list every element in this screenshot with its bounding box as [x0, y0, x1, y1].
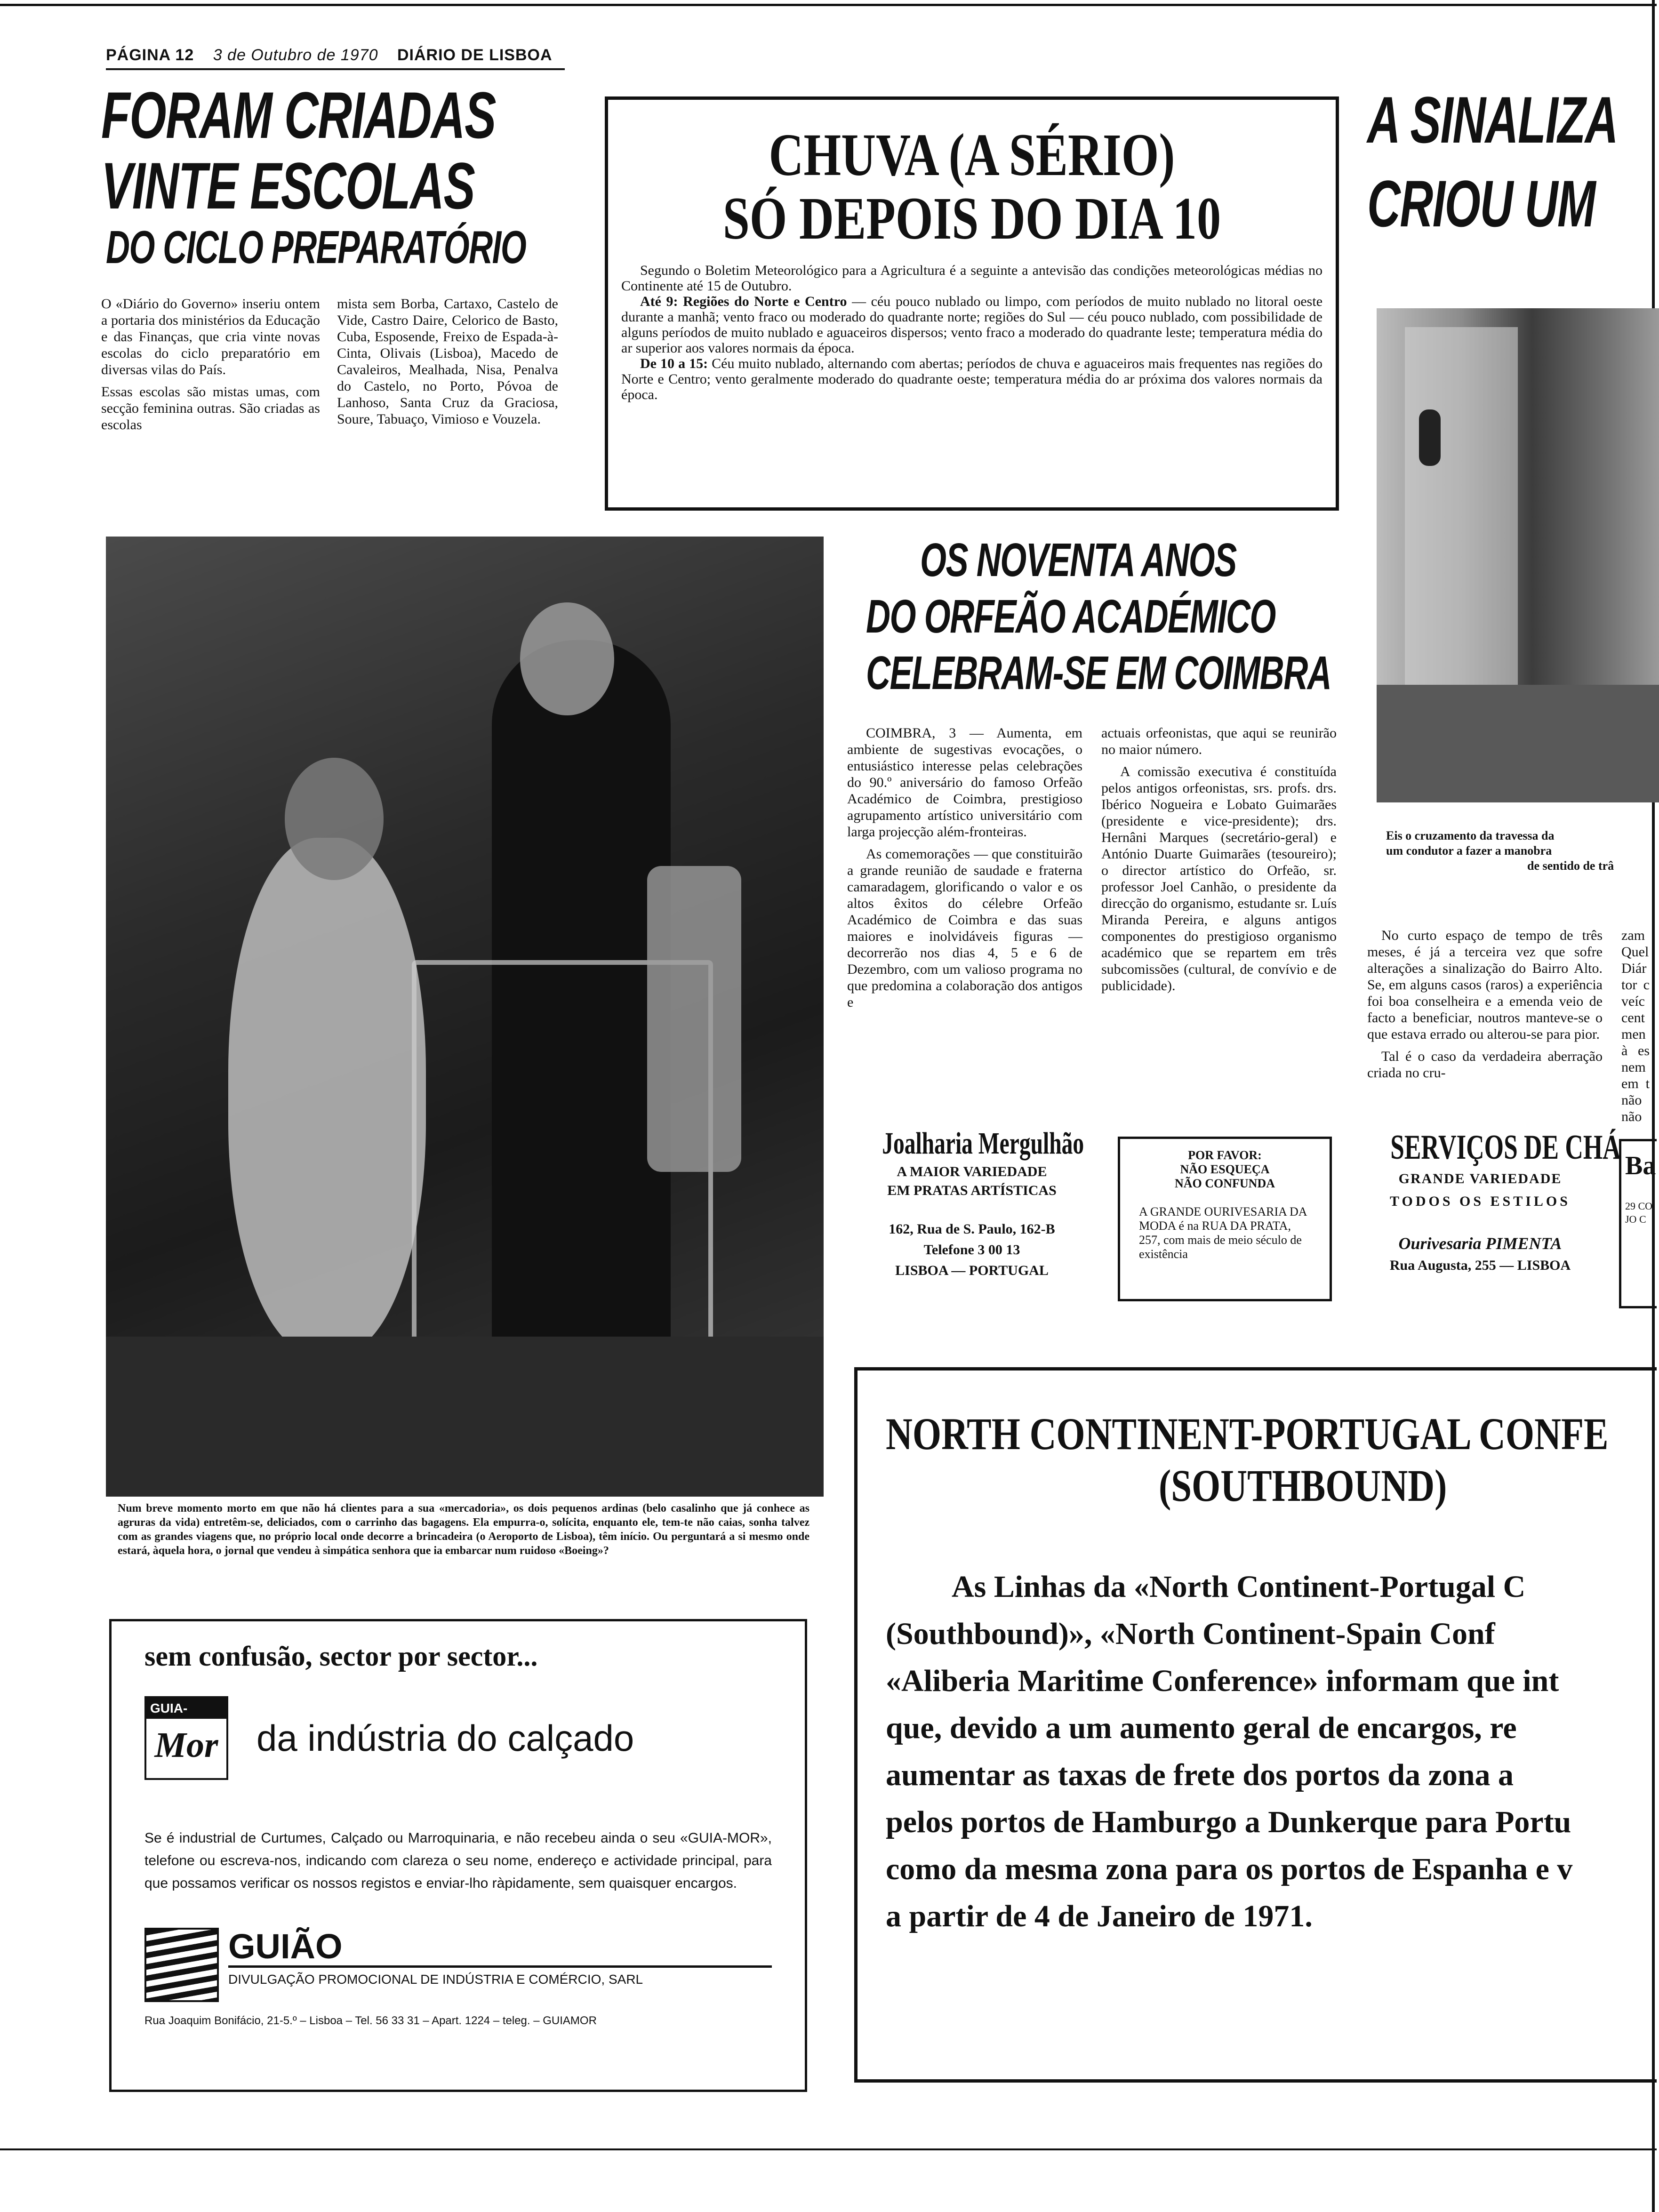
escolas-col1b: Essas escolas são mistas umas, com secção feminina outras. São criadas as escolas — [101, 384, 320, 433]
orfeao-col1b: As comemorações — que constituirão a grande reunião de saudade e fraterna camaradagem, glorificando o valor e os altos êxitos do célebre Orfeão Académico de Coimbra e das suas maiores e inolvidáveis figuras — decorrerão nos dias 4, 5 e 6 de Dezembro, com um valioso programa no que predomina a colaboração dos antigos e — [847, 846, 1082, 1010]
orfeao-title-line3: CELEBRAM-SE EM COIMBRA — [866, 647, 1331, 699]
escolas-article — [101, 80, 572, 494]
guia-logo-main: Mor — [154, 1725, 218, 1765]
sinalizacao-col1b: Tal é o caso da verdadeira aberração criada no cru- — [1367, 1049, 1603, 1081]
boy-head — [520, 602, 614, 715]
notice-line7: como da mesma zona para os portos de Espanha e v — [886, 1852, 1573, 1886]
favor-line1: POR FAVOR: — [1188, 1148, 1262, 1162]
notice-box — [854, 1367, 1657, 2083]
girl-head — [285, 758, 384, 880]
notice-line1: As Linhas da «North Continent-Portugal C — [952, 1570, 1526, 1604]
guia-brand: GUIÃO — [228, 1928, 772, 1968]
street-photo — [1377, 308, 1659, 802]
orfeao-col1a: COIMBRA, 3 — Aumenta, em ambiente de sugestivas evocações, o entusiástico interesse pelas celebrações do 90.º aniversário do famoso Orfeão Académico de Coimbra, prestigioso agrupamento artístico universitário com larga projecção além-fronteiras. — [847, 725, 1082, 840]
chuva-p3: Céu muito nublado, alternando com abertas; períodos de chuva e aguaceiros mais frequentes nas regiões do Norte e Centro; vento geralmente moderado do quadrante oeste; temperatura média do ar próxima dos valores normais da época. — [621, 356, 1322, 402]
masthead — [106, 46, 567, 67]
notice-line2: (Southbound)», «North Continent-Spain Conf — [886, 1617, 1495, 1651]
notice-line5: aumentar as taxas de frete dos portos da zona a — [886, 1758, 1514, 1792]
chuva-box — [605, 96, 1339, 511]
paper-name: DIÁRIO DE LISBOA — [397, 46, 553, 64]
joalharia-city: LISBOA — PORTUGAL — [895, 1263, 1049, 1278]
sinalizacao-article — [1367, 83, 1652, 1124]
ad-favor — [1118, 1137, 1332, 1301]
sinalizacao-title-line1: A SINALIZA — [1367, 83, 1618, 157]
masthead-date: 3 de Outubro de 1970 — [213, 46, 378, 64]
guia-tagline: sem confusão, sector por sector... — [144, 1641, 538, 1672]
notice-line4: que, devido a um aumento geral de encargos, re — [886, 1711, 1517, 1745]
newspaper-bag — [647, 866, 741, 1172]
guia-flag-icon — [144, 1928, 219, 2002]
guia-logo-top: GUIA- — [146, 1698, 226, 1719]
sinalizacao-caption-line1: Eis o cruzamento da travessa da — [1386, 829, 1555, 842]
orfeao-title-line1: OS NOVENTA ANOS — [920, 534, 1236, 586]
girl-figure — [228, 838, 426, 1355]
escolas-col1: O «Diário do Governo» inseriu ontem a portaria dos ministérios da Educação e das Finanças, que cria vinte novas escolas do ciclo preparatório em diversas vilas do País. — [101, 296, 320, 377]
joalharia-line2: EM PRATAS ARTÍSTICAS — [887, 1183, 1057, 1198]
chuva-p3-lead: De 10 a 15: — [640, 356, 708, 371]
cha-line1: GRANDE VARIEDADE — [1398, 1171, 1562, 1186]
notice-line3: «Aliberia Maritime Conference» informam que int — [886, 1664, 1559, 1698]
joalharia-phone: Telefone 3 00 13 — [923, 1242, 1020, 1258]
orfeao-col2b: A comissão executiva é constituída pelos antigos orfeonistas, srs. profs. drs. Ibérico Nogueira e Lobato Guimarães (presidente e vice-presidente); drs. Hernâni Marques (secretário-geral) e António Duarte Guimarães (tesoureiro); o director artístico do Orfeão, sr. professor Joel Canhão, o presidente da direcção do organismo, estudante sr. Luís Miranda Pereira, e alguns antigos componentes do prestigioso organismo académico que se repartem em três subcomissões (cultural, de convívio e de publicidade). — [1101, 764, 1337, 994]
escolas-subtitle: DO CICLO PREPARATÓRIO — [106, 221, 526, 273]
notice-line8: a partir de 4 de Janeiro de 1971. — [886, 1899, 1313, 1933]
chuva-p1: Segundo o Boletim Meteorológico para a Agricultura é a seguinte a antevisão das condições meteorológicas médias no Continente até 15 de Outubro. — [621, 263, 1322, 294]
guia-body: Se é industrial de Curtumes, Calçado ou Marroquinaria, e não recebeu ainda o seu «GUIA-MOR», telefone ou escreva-nos, indicando com clareza o seu nome, endereço e actividade principal, para que possamos verificar os nossos registos e enviar-lho ràpidamente, sem quaisquer encargos. — [144, 1830, 772, 1891]
joalharia-name: Joalharia Mergulhão — [882, 1126, 1084, 1161]
chuva-p2: — céu pouco nublado ou limpo, com períodos de muito nublado no litoral oeste durante a manhã; vento fraco ou moderado do quadrante norte; regiões do Sul — céu pouco nublado, com possibilidade de alguns períodos de muito nublado e aguaceiros dispersos; vento fraco a moderado do quadrante leste; temperatura média do ar superior aos valores normais da época. — [621, 294, 1323, 356]
bottom-rule — [0, 2148, 1657, 2150]
street-road — [1377, 685, 1659, 802]
chuva-title-line2: SÓ DEPOIS DO DIA 10 — [722, 185, 1221, 252]
page-number: PÁGINA 12 — [106, 46, 194, 64]
ad-partial-right — [1619, 1139, 1657, 1308]
cha-line2: TODOS OS ESTILOS — [1390, 1194, 1571, 1209]
guia-brand-sub: DIVULGAÇÃO PROMOCIONAL DE INDÚSTRIA E COMÉRCIO, SARL — [228, 1972, 643, 1987]
top-rule — [0, 4, 1657, 6]
sinalizacao-caption-line3: de sentido de trâ — [1527, 859, 1614, 873]
escolas-col2: mista sem Borba, Cartaxo, Castelo de Vide, Castro Daire, Celorico de Basto, Cuba, Esposende, Freixo de Espada-à-Cinta, Olivais (Lisboa), Macedo de Cavaleiros, Mealhada, Nisa, Penalva do Castelo, no Porto, Póvoa de Lanhoso, Santa Cruz da Graciosa, Soure, Tabuaço, Vimioso e Vouzela. — [337, 296, 558, 427]
cha-title: SERVIÇOS DE CHÁ — [1390, 1128, 1621, 1167]
notice-title-line2: (SOUTHBOUND) — [1159, 1460, 1447, 1511]
chuva-title-line1: CHUVA (A SÉRIO) — [769, 121, 1175, 188]
sinalizacao-col1: No curto espaço de tempo de três meses, é já a terceira vez que sofre alterações a sinalização do Bairro Alto. Se, em alguns casos (raros) a experiência foi boa conselheira e a emenda veio de facto a beneficiar, noutros manteve-se o que estava errado ou alterou-se para pior. — [1367, 928, 1603, 1042]
orfeao-title-line2: DO ORFEÃO ACADÉMICO — [866, 590, 1275, 643]
cha-brand: Ourivesaria PIMENTA — [1398, 1234, 1562, 1253]
guia-mor-logo — [144, 1696, 228, 1780]
guia-address: Rua Joaquim Bonifácio, 21-5.º – Lisboa – Tel. 56 33 31 – Apart. 1224 – teleg. – GUIAMOR — [144, 2014, 597, 2027]
chuva-p2-lead: Até 9: Regiões do Norte e Centro — [640, 294, 847, 309]
ardinas-caption: Num breve momento morto em que não há clientes para a sua «mercadoria», os dois pequenos ardinas (belo casalinho que já conhece as agruras da vida) entretêm-se, deliciados, com o carrinho das bagagens. Ela empurra-o, solícita, enquanto ele, tem-te não caias, sonha talvez com as grandes viagens que, no próprio local onde decorre a brincadeira (o Aeroporto de Lisboa), têm início. Ou perguntará a si mesmo onde estará, àquela hora, o jornal que vendeu à simpática senhora que ia embarcar num ruidoso «Boeing»? — [118, 1502, 809, 1557]
ad-cha — [1355, 1127, 1621, 1325]
sinalizacao-caption-line2: um condutor a fazer a manobra — [1386, 844, 1552, 858]
photo-floor — [106, 1337, 824, 1497]
ad-joalharia — [847, 1125, 1097, 1327]
guia-headline: da indústria do calçado — [256, 1717, 634, 1759]
partial-ad-title: Ba — [1625, 1151, 1656, 1180]
cha-address: Rua Augusta, 255 — LISBOA — [1389, 1258, 1571, 1273]
sinalizacao-title-line2: CRIOU UM — [1367, 167, 1595, 240]
escolas-title-line2: VINTE ESCOLAS — [101, 149, 475, 223]
escolas-title-line1: FORAM CRIADAS — [101, 78, 496, 152]
no-entry-sign-icon — [1419, 409, 1441, 466]
sinalizacao-col2: zam Quel Diár tor c veíc cent men à es nem em t não não — [1621, 928, 1650, 1124]
partial-ad-small: 29 CO JO C — [1625, 1200, 1653, 1225]
orfeao-article — [838, 532, 1346, 1153]
notice-title-line1: NORTH CONTINENT-PORTUGAL CONFE — [886, 1409, 1609, 1459]
joalharia-line1: A MAIOR VARIEDADE — [897, 1164, 1047, 1179]
joalharia-address: 162, Rua de S. Paulo, 162-B — [889, 1221, 1055, 1237]
ardinas-photo — [106, 537, 824, 1497]
ad-guia-mor — [109, 1619, 807, 2092]
favor-body: A GRANDE OURIVESARIA DA MODA é na RUA DA PRATA, 257, com mais de meio século de existência — [1139, 1205, 1307, 1261]
favor-line3: NÃO CONFUNDA — [1174, 1177, 1275, 1190]
favor-line2: NÃO ESQUEÇA — [1180, 1162, 1270, 1176]
notice-line6: pelos portos de Hamburgo a Dunkerque para Portu — [886, 1805, 1571, 1839]
orfeao-col2a: actuais orfeonistas, que aqui se reunirão no maior número. — [1101, 725, 1337, 757]
masthead-rule — [106, 68, 565, 70]
